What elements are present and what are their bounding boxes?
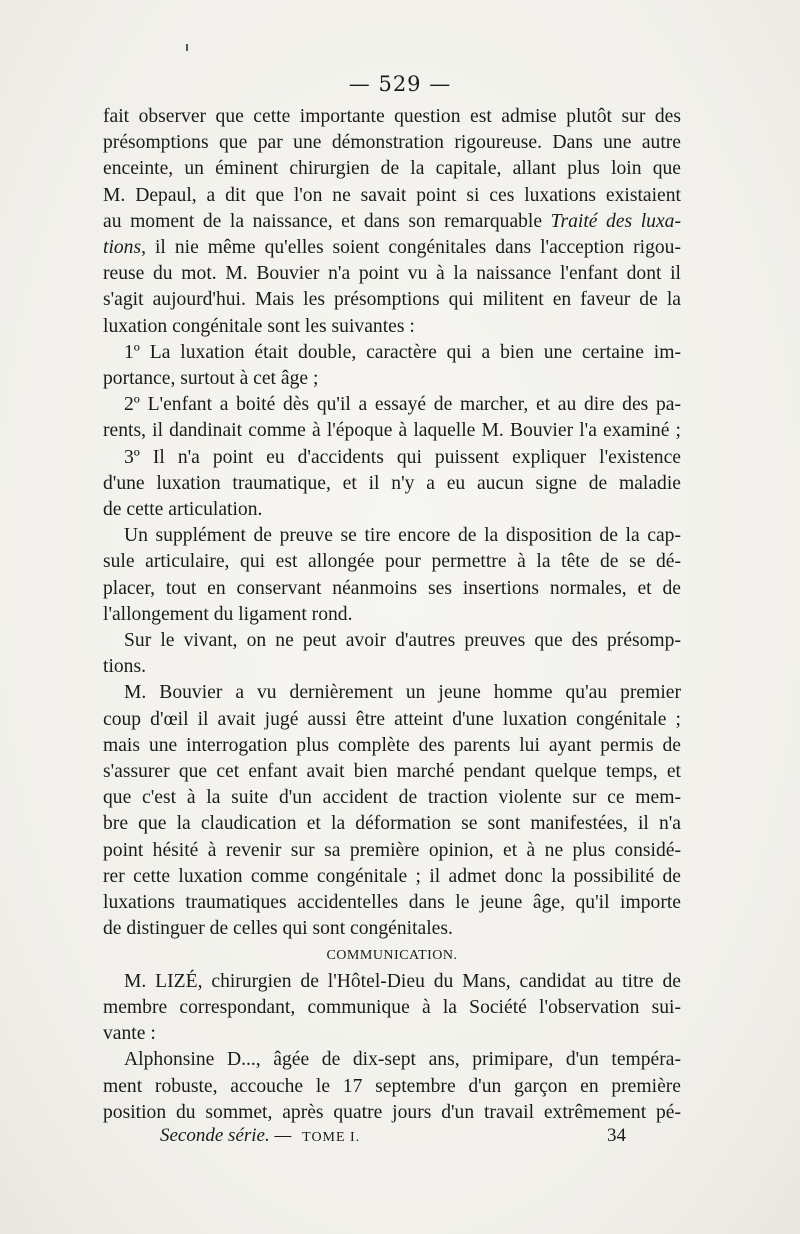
- text-line: M. Bouvier a vu dernièrement un jeune homme qu'au premier: [124, 682, 681, 704]
- text-line: reuse du mot. M. Bouvier n'a point vu à la naissance l'enfant dont il: [103, 263, 681, 285]
- text-line: portance, surtout à cet âge ;: [103, 368, 319, 390]
- footer-tome: TOME I.: [302, 1130, 361, 1145]
- text-line: membre correspondant, communique à la Société l'observation sui-: [103, 996, 681, 1018]
- text-line: M. Depaul, a dit que l'on ne savait point si ces luxations existaient: [103, 184, 681, 206]
- page-number: — 529 —: [348, 72, 452, 96]
- text-line: 1º La luxation était double, caractère qui a bien une certaine im-: [124, 341, 681, 363]
- text-line: M. LIZÉ, chirurgien de l'Hôtel-Dieu du Mans, candidat au titre de: [124, 970, 681, 992]
- text-line: que c'est à la suite d'un accident de traction violente sur ce mem-: [103, 787, 681, 809]
- footer-sheet-number: 34: [607, 1125, 626, 1146]
- footer-series: Seconde série. —: [160, 1125, 292, 1146]
- text-line: de cette articulation.: [103, 499, 263, 521]
- text-line: bre que la claudication et la déformation se sont manifestées, il n'a: [103, 813, 681, 835]
- section-heading: COMMUNICATION.: [326, 947, 458, 963]
- text-line: point hésité à revenir sur sa première opinion, et à ne plus considé-: [103, 839, 681, 861]
- text-line: au moment de la naissance, et dans son remarquable Traité des luxa-: [103, 210, 681, 232]
- body-text: [103, 104, 681, 1126]
- text-line: tions.: [103, 656, 147, 678]
- text-line: position du sommet, après quatre jours d'un travail extrêmement pé-: [103, 1101, 681, 1123]
- text-line: s'assurer que cet enfant avait bien marché pendant quelque temps, et: [103, 761, 681, 783]
- margin-mark: [186, 44, 188, 51]
- text-line: 2º L'enfant a boité dès qu'il a essayé de marcher, et au dire des pa-: [124, 394, 681, 416]
- text-line: placer, tout en conservant néanmoins ses insertions normales, et de: [103, 577, 681, 599]
- text-line: coup d'œil il avait jugé aussi être atteint d'une luxation congénitale ;: [103, 708, 681, 730]
- text-line: Un supplément de preuve se tire encore de la disposition de la cap-: [124, 525, 681, 547]
- text-line: luxation congénitale sont les suivantes :: [103, 315, 415, 337]
- text-line: vante :: [103, 1023, 156, 1045]
- text-line: Alphonsine D..., âgée de dix-sept ans, primipare, d'un tempéra-: [124, 1049, 681, 1071]
- text-line: rents, il dandinait comme à l'époque à laquelle M. Bouvier l'a examiné ;: [103, 420, 681, 442]
- text-line: présomptions que par une démonstration rigoureuse. Dans une autre: [103, 132, 681, 154]
- text-line: 3º Il n'a point eu d'accidents qui puissent expliquer l'existence: [124, 446, 681, 468]
- text-line: fait observer que cette importante question est admise plutôt sur des: [103, 106, 681, 127]
- text-line: luxations traumatiques accidentelles dans le jeune âge, qu'il importe: [103, 892, 681, 914]
- text-line: sule articulaire, qui est allongée pour permettre à la tête de se dé-: [103, 551, 681, 573]
- text-line: ment robuste, accouche le 17 septembre d'un garçon en première: [103, 1075, 681, 1097]
- text-line: d'une luxation traumatique, et il n'y a eu aucun signe de maladie: [103, 472, 681, 494]
- text-line: de distinguer de celles qui sont congénitales.: [103, 918, 453, 940]
- text-line: l'allongement du ligament rond.: [103, 603, 353, 625]
- text-line: Sur le vivant, on ne peut avoir d'autres preuves que des présomp-: [124, 630, 681, 652]
- text-line: tions, il nie même qu'elles soient congénitales dans l'acception rigou-: [103, 237, 681, 259]
- text-line: rer cette luxation comme congénitale ; il admet donc la possibilité de: [103, 865, 681, 887]
- text-line: mais une interrogation plus complète des parents lui ayant permis de: [103, 734, 681, 756]
- text-line: s'agit aujourd'hui. Mais les présomptions qui militent en faveur de la: [103, 289, 681, 311]
- page-footer: [160, 1125, 626, 1147]
- text-line: enceinte, un éminent chirurgien de la capitale, allant plus loin que: [103, 158, 681, 180]
